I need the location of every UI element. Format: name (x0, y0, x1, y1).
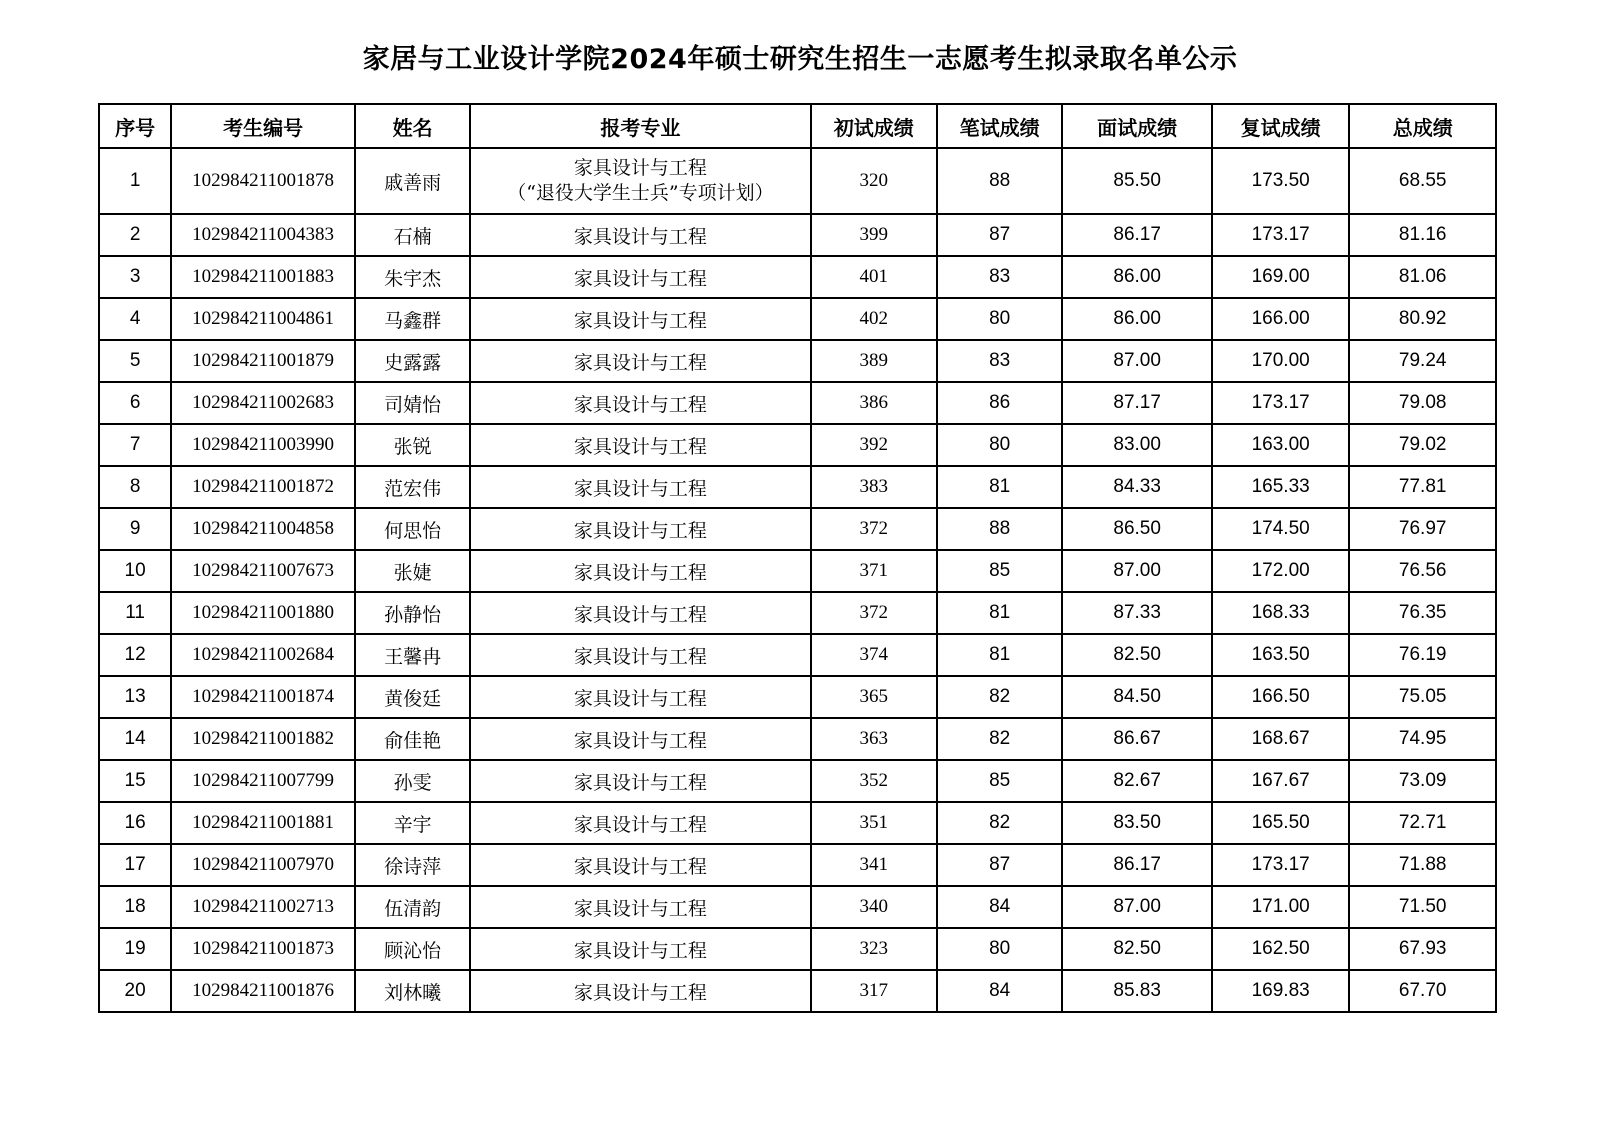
cell-retest-score: 169.83 (1212, 970, 1349, 1012)
page-title: 家居与工业设计学院2024年硕士研究生招生一志愿考生拟录取名单公示 (362, 44, 1238, 75)
cell-candidate-id: 102984211001883 (171, 256, 355, 298)
cell-candidate-id: 102984211001874 (171, 676, 355, 718)
cell-major: 家具设计与工程 (470, 550, 810, 592)
cell-retest-score: 166.50 (1212, 676, 1349, 718)
cell-name: 伍清韵 (355, 886, 470, 928)
cell-initial-score: 402 (811, 298, 937, 340)
cell-initial-score: 340 (811, 886, 937, 928)
cell-retest-score: 167.67 (1212, 760, 1349, 802)
cell-total-score: 79.08 (1349, 382, 1496, 424)
header-name: 姓名 (355, 104, 470, 148)
cell-name: 范宏伟 (355, 466, 470, 508)
cell-major: 家具设计与工程 (470, 592, 810, 634)
cell-seq: 12 (99, 634, 171, 676)
cell-total-score: 73.09 (1349, 760, 1496, 802)
cell-seq: 4 (99, 298, 171, 340)
cell-seq: 9 (99, 508, 171, 550)
cell-major: 家具设计与工程 (470, 508, 810, 550)
cell-written-score: 85 (937, 550, 1062, 592)
cell-retest-score: 163.50 (1212, 634, 1349, 676)
header-total-score: 总成绩 (1349, 104, 1496, 148)
table-row (99, 718, 1496, 760)
cell-written-score: 83 (937, 340, 1062, 382)
cell-major: 家具设计与工程 (470, 256, 810, 298)
cell-written-score: 88 (937, 148, 1062, 214)
cell-written-score: 87 (937, 214, 1062, 256)
cell-interview-score: 85.50 (1062, 148, 1212, 214)
cell-candidate-id: 102984211004858 (171, 508, 355, 550)
cell-interview-score: 86.67 (1062, 718, 1212, 760)
cell-initial-score: 372 (811, 592, 937, 634)
table-row (99, 298, 1496, 340)
cell-total-score: 74.95 (1349, 718, 1496, 760)
cell-candidate-id: 102984211004383 (171, 214, 355, 256)
cell-interview-score: 87.17 (1062, 382, 1212, 424)
major-name: 家具设计与工程 (573, 157, 707, 179)
cell-candidate-id: 102984211004861 (171, 298, 355, 340)
cell-initial-score: 386 (811, 382, 937, 424)
table-row (99, 424, 1496, 466)
cell-total-score: 81.06 (1349, 256, 1496, 298)
cell-major: 家具设计与工程 (470, 424, 810, 466)
cell-initial-score: 341 (811, 844, 937, 886)
cell-total-score: 68.55 (1349, 148, 1496, 214)
table-row (99, 214, 1496, 256)
cell-seq: 14 (99, 718, 171, 760)
cell-retest-score: 174.50 (1212, 508, 1349, 550)
cell-retest-score: 165.50 (1212, 802, 1349, 844)
cell-total-score: 72.71 (1349, 802, 1496, 844)
cell-initial-score: 363 (811, 718, 937, 760)
cell-retest-score: 168.67 (1212, 718, 1349, 760)
cell-candidate-id: 102984211007970 (171, 844, 355, 886)
cell-candidate-id: 102984211001882 (171, 718, 355, 760)
cell-written-score: 82 (937, 676, 1062, 718)
cell-name: 王馨冉 (355, 634, 470, 676)
cell-initial-score: 323 (811, 928, 937, 970)
cell-seq: 17 (99, 844, 171, 886)
table-row (99, 844, 1496, 886)
cell-seq: 19 (99, 928, 171, 970)
cell-interview-score: 82.50 (1062, 928, 1212, 970)
cell-name: 孙静怡 (355, 592, 470, 634)
cell-name: 史露露 (355, 340, 470, 382)
admission-table (98, 103, 1497, 1013)
cell-written-score: 80 (937, 928, 1062, 970)
cell-seq: 10 (99, 550, 171, 592)
cell-major: 家具设计与工程 (470, 886, 810, 928)
cell-name: 刘林曦 (355, 970, 470, 1012)
cell-initial-score: 352 (811, 760, 937, 802)
cell-interview-score: 86.00 (1062, 298, 1212, 340)
cell-major: 家具设计与工程 (470, 298, 810, 340)
cell-total-score: 67.70 (1349, 970, 1496, 1012)
cell-total-score: 79.02 (1349, 424, 1496, 466)
cell-major: 家具设计与工程 (470, 802, 810, 844)
cell-written-score: 82 (937, 802, 1062, 844)
cell-major: 家具设计与工程 (470, 340, 810, 382)
cell-retest-score: 173.17 (1212, 382, 1349, 424)
table-body (99, 148, 1496, 1012)
cell-total-score: 71.50 (1349, 886, 1496, 928)
cell-retest-score: 165.33 (1212, 466, 1349, 508)
table-row (99, 508, 1496, 550)
cell-initial-score: 371 (811, 550, 937, 592)
cell-total-score: 77.81 (1349, 466, 1496, 508)
cell-retest-score: 172.00 (1212, 550, 1349, 592)
cell-retest-score: 162.50 (1212, 928, 1349, 970)
cell-candidate-id: 102984211001872 (171, 466, 355, 508)
cell-name: 张锐 (355, 424, 470, 466)
cell-interview-score: 85.83 (1062, 970, 1212, 1012)
cell-total-score: 80.92 (1349, 298, 1496, 340)
cell-interview-score: 87.00 (1062, 886, 1212, 928)
cell-interview-score: 87.00 (1062, 340, 1212, 382)
header-retest-score: 复试成绩 (1212, 104, 1349, 148)
cell-interview-score: 83.50 (1062, 802, 1212, 844)
table-row (99, 148, 1496, 214)
cell-total-score: 67.93 (1349, 928, 1496, 970)
cell-interview-score: 87.33 (1062, 592, 1212, 634)
cell-name: 司婧怡 (355, 382, 470, 424)
cell-name: 张婕 (355, 550, 470, 592)
cell-total-score: 76.97 (1349, 508, 1496, 550)
cell-initial-score: 399 (811, 214, 937, 256)
cell-seq: 15 (99, 760, 171, 802)
cell-name: 俞佳艳 (355, 718, 470, 760)
cell-retest-score: 173.50 (1212, 148, 1349, 214)
cell-candidate-id: 102984211001880 (171, 592, 355, 634)
cell-candidate-id: 102984211003990 (171, 424, 355, 466)
cell-seq: 18 (99, 886, 171, 928)
cell-name: 黄俊廷 (355, 676, 470, 718)
cell-seq: 7 (99, 424, 171, 466)
cell-initial-score: 365 (811, 676, 937, 718)
cell-initial-score: 383 (811, 466, 937, 508)
cell-seq: 5 (99, 340, 171, 382)
header-interview-score: 面试成绩 (1062, 104, 1212, 148)
cell-candidate-id: 102984211001873 (171, 928, 355, 970)
cell-interview-score: 83.00 (1062, 424, 1212, 466)
cell-retest-score: 166.00 (1212, 298, 1349, 340)
cell-name: 辛宇 (355, 802, 470, 844)
cell-total-score: 76.19 (1349, 634, 1496, 676)
cell-seq: 11 (99, 592, 171, 634)
cell-candidate-id: 102984211001879 (171, 340, 355, 382)
cell-written-score: 80 (937, 298, 1062, 340)
cell-name: 戚善雨 (355, 148, 470, 214)
cell-candidate-id: 102984211002713 (171, 886, 355, 928)
cell-initial-score: 317 (811, 970, 937, 1012)
cell-seq: 1 (99, 148, 171, 214)
cell-candidate-id: 102984211001881 (171, 802, 355, 844)
table-row (99, 592, 1496, 634)
cell-candidate-id: 102984211007799 (171, 760, 355, 802)
table-row (99, 676, 1496, 718)
cell-retest-score: 170.00 (1212, 340, 1349, 382)
cell-candidate-id: 102984211001876 (171, 970, 355, 1012)
cell-interview-score: 86.50 (1062, 508, 1212, 550)
cell-initial-score: 320 (811, 148, 937, 214)
cell-major: 家具设计与工程 (470, 634, 810, 676)
cell-seq: 13 (99, 676, 171, 718)
major-note: （“退役大学生士兵”专项计划） (507, 182, 774, 204)
table-row (99, 886, 1496, 928)
cell-total-score: 71.88 (1349, 844, 1496, 886)
cell-major (470, 148, 810, 214)
cell-written-score: 81 (937, 592, 1062, 634)
header-seq: 序号 (99, 104, 171, 148)
cell-interview-score: 84.33 (1062, 466, 1212, 508)
cell-total-score: 76.35 (1349, 592, 1496, 634)
cell-candidate-id: 102984211001878 (171, 148, 355, 214)
cell-total-score: 81.16 (1349, 214, 1496, 256)
cell-major: 家具设计与工程 (470, 760, 810, 802)
table-row (99, 340, 1496, 382)
cell-candidate-id: 102984211002683 (171, 382, 355, 424)
cell-written-score: 81 (937, 634, 1062, 676)
cell-retest-score: 173.17 (1212, 214, 1349, 256)
cell-major: 家具设计与工程 (470, 676, 810, 718)
cell-seq: 8 (99, 466, 171, 508)
cell-written-score: 81 (937, 466, 1062, 508)
cell-seq: 3 (99, 256, 171, 298)
cell-initial-score: 372 (811, 508, 937, 550)
cell-seq: 2 (99, 214, 171, 256)
cell-written-score: 84 (937, 970, 1062, 1012)
cell-name: 何思怡 (355, 508, 470, 550)
header-initial-score: 初试成绩 (811, 104, 937, 148)
header-major: 报考专业 (470, 104, 810, 148)
cell-major: 家具设计与工程 (470, 466, 810, 508)
cell-seq: 20 (99, 970, 171, 1012)
cell-major: 家具设计与工程 (470, 970, 810, 1012)
cell-written-score: 84 (937, 886, 1062, 928)
table-row (99, 382, 1496, 424)
cell-seq: 6 (99, 382, 171, 424)
cell-initial-score: 401 (811, 256, 937, 298)
cell-total-score: 79.24 (1349, 340, 1496, 382)
cell-name: 马鑫群 (355, 298, 470, 340)
cell-interview-score: 86.17 (1062, 214, 1212, 256)
cell-retest-score: 173.17 (1212, 844, 1349, 886)
cell-interview-score: 86.17 (1062, 844, 1212, 886)
cell-name: 朱宇杰 (355, 256, 470, 298)
cell-major: 家具设计与工程 (470, 844, 810, 886)
cell-major: 家具设计与工程 (470, 382, 810, 424)
cell-total-score: 76.56 (1349, 550, 1496, 592)
cell-interview-score: 82.67 (1062, 760, 1212, 802)
cell-interview-score: 87.00 (1062, 550, 1212, 592)
table-row (99, 928, 1496, 970)
header-written-score: 笔试成绩 (937, 104, 1062, 148)
cell-initial-score: 374 (811, 634, 937, 676)
cell-retest-score: 169.00 (1212, 256, 1349, 298)
header-candidate-id: 考生编号 (171, 104, 355, 148)
cell-written-score: 82 (937, 718, 1062, 760)
cell-written-score: 83 (937, 256, 1062, 298)
table-row (99, 760, 1496, 802)
cell-name: 石楠 (355, 214, 470, 256)
cell-interview-score: 84.50 (1062, 676, 1212, 718)
cell-major: 家具设计与工程 (470, 928, 810, 970)
table-header-row (99, 104, 1496, 148)
cell-candidate-id: 102984211007673 (171, 550, 355, 592)
cell-initial-score: 389 (811, 340, 937, 382)
cell-retest-score: 171.00 (1212, 886, 1349, 928)
cell-major: 家具设计与工程 (470, 718, 810, 760)
cell-candidate-id: 102984211002684 (171, 634, 355, 676)
cell-name: 孙雯 (355, 760, 470, 802)
table-row (99, 634, 1496, 676)
cell-retest-score: 168.33 (1212, 592, 1349, 634)
cell-name: 顾沁怡 (355, 928, 470, 970)
table-row (99, 970, 1496, 1012)
table-row (99, 256, 1496, 298)
cell-written-score: 86 (937, 382, 1062, 424)
cell-written-score: 85 (937, 760, 1062, 802)
cell-initial-score: 351 (811, 802, 937, 844)
cell-written-score: 87 (937, 844, 1062, 886)
cell-interview-score: 82.50 (1062, 634, 1212, 676)
cell-retest-score: 163.00 (1212, 424, 1349, 466)
cell-interview-score: 86.00 (1062, 256, 1212, 298)
table-row (99, 466, 1496, 508)
cell-seq: 16 (99, 802, 171, 844)
table-row (99, 550, 1496, 592)
cell-initial-score: 392 (811, 424, 937, 466)
cell-name: 徐诗萍 (355, 844, 470, 886)
cell-total-score: 75.05 (1349, 676, 1496, 718)
cell-written-score: 88 (937, 508, 1062, 550)
cell-written-score: 80 (937, 424, 1062, 466)
cell-major: 家具设计与工程 (470, 214, 810, 256)
table-row (99, 802, 1496, 844)
